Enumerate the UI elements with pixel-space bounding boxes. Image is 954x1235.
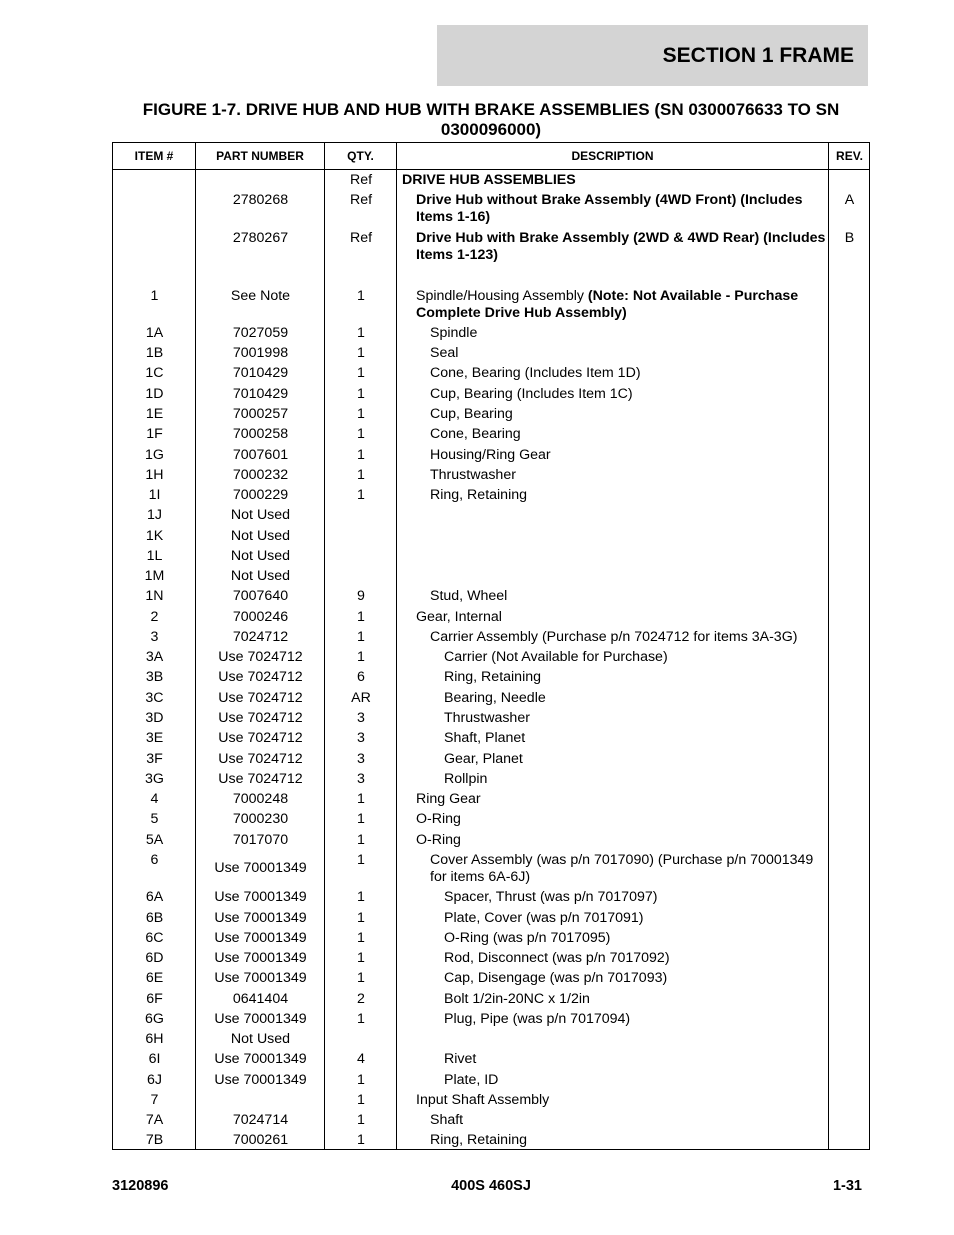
description-text: Cone, Bearing (Includes Item 1D) — [430, 365, 641, 381]
item-number: 6F — [146, 991, 163, 1007]
quantity: 1 — [357, 832, 365, 848]
description — [402, 325, 827, 342]
item-number: 1L — [146, 548, 163, 564]
description — [402, 1051, 827, 1068]
description-text: Cap, Disengage (was p/n 7017093) — [444, 970, 668, 986]
description — [402, 447, 827, 464]
item-number: 3E — [145, 730, 164, 746]
item-number: 6D — [145, 950, 164, 966]
footer-manual-number: 3120896 — [112, 1178, 169, 1194]
description-text: Housing/Ring Gear — [430, 447, 551, 463]
item-number: 6I — [148, 1051, 161, 1067]
part-number: 7000258 — [232, 426, 289, 442]
part-number: 7024714 — [232, 1112, 289, 1128]
item-number: 1F — [146, 426, 163, 442]
part-number: 7000257 — [232, 406, 289, 422]
item-number: 3D — [145, 710, 164, 726]
quantity: 1 — [357, 1072, 365, 1088]
description — [402, 467, 827, 484]
quantity: 6 — [357, 669, 365, 685]
part-number: Use 7024712 — [218, 690, 303, 706]
part-number: Use 70001349 — [214, 1051, 307, 1067]
quantity: 1 — [357, 406, 365, 422]
description — [402, 426, 827, 443]
description-text: Cup, Bearing — [430, 406, 513, 422]
quantity: 2 — [357, 991, 365, 1007]
description-text: Plate, ID — [444, 1072, 499, 1088]
part-number: See Note — [230, 288, 291, 304]
item-number: 1M — [144, 568, 165, 584]
item-number: 6E — [145, 970, 164, 986]
quantity: 1 — [357, 791, 365, 807]
quantity: 3 — [357, 771, 365, 787]
item-number: 3G — [145, 771, 164, 787]
item-number: 7B — [145, 1132, 164, 1148]
quantity: 1 — [357, 1132, 365, 1148]
description — [402, 588, 827, 605]
description — [402, 910, 827, 927]
description — [402, 690, 827, 707]
item-number: 3C — [145, 690, 164, 706]
item-number: 7 — [150, 1092, 159, 1108]
description-text: Rollpin — [444, 771, 488, 787]
quantity: 3 — [357, 751, 365, 767]
part-number: 7000248 — [232, 791, 289, 807]
part-number: Use 70001349 — [214, 860, 307, 876]
description-text: Shaft — [430, 1112, 464, 1128]
quantity: 1 — [357, 609, 365, 625]
description — [402, 172, 827, 189]
part-number: Not Used — [230, 548, 291, 564]
part-number: Use 70001349 — [214, 1011, 307, 1027]
quantity: 1 — [357, 950, 365, 966]
description — [402, 649, 827, 666]
item-number: 3F — [146, 751, 163, 767]
description-text: Gear, Internal — [416, 609, 502, 625]
description — [402, 730, 827, 747]
table-header — [113, 143, 869, 170]
description — [402, 230, 827, 264]
item-number: 1H — [145, 467, 164, 483]
description-text: Ring Gear — [416, 791, 481, 807]
part-number: Use 70001349 — [214, 889, 307, 905]
description-text: Bolt 1/2in-20NC x 1/2in — [444, 991, 590, 1007]
item-number: 3 — [150, 629, 159, 645]
description-text: Rod, Disconnect (was p/n 7017092) — [444, 950, 670, 966]
part-number: Not Used — [230, 568, 291, 584]
quantity: 1 — [357, 629, 365, 645]
part-number: 7000261 — [232, 1132, 289, 1148]
description-text: Cone, Bearing — [430, 426, 521, 442]
part-number: Use 70001349 — [214, 1072, 307, 1088]
header-description: DESCRIPTION — [571, 149, 654, 163]
description-text: Rivet — [444, 1051, 477, 1067]
part-number: 7010429 — [232, 365, 289, 381]
quantity: 1 — [357, 1011, 365, 1027]
part-number: 7010429 — [232, 386, 289, 402]
item-number: 1A — [145, 325, 164, 341]
quantity: Ref — [349, 172, 373, 188]
description-text: Gear, Planet — [444, 751, 523, 767]
part-number: Not Used — [230, 528, 291, 544]
item-number: 1B — [145, 345, 164, 361]
item-number: 6H — [145, 1031, 164, 1047]
description-text: Drive Hub without Brake Assembly (4WD Front) (Includes Items 1-16) — [416, 192, 803, 225]
part-number: Use 7024712 — [218, 751, 303, 767]
footer-page-number: 1-31 — [832, 1178, 862, 1194]
description-text: O-Ring (was p/n 7017095) — [444, 930, 611, 946]
description-text: Plate, Cover (was p/n 7017091) — [444, 910, 644, 926]
quantity: Ref — [349, 230, 373, 246]
item-number: 1 — [150, 288, 159, 304]
part-number: 7017070 — [232, 832, 289, 848]
part-number: Use 7024712 — [218, 730, 303, 746]
part-number: 7024712 — [232, 629, 289, 645]
description — [402, 1092, 827, 1109]
item-number: 3B — [145, 669, 164, 685]
description-text: O-Ring — [416, 811, 461, 827]
description — [402, 771, 827, 788]
quantity: 1 — [357, 1112, 365, 1128]
quantity: 1 — [357, 970, 365, 986]
description — [402, 970, 827, 987]
description — [402, 1112, 827, 1129]
item-number: 6 — [150, 852, 159, 868]
description-text: Drive Hub with Brake Assembly (2WD & 4WD Rear) (Includes Items 1-123) — [416, 230, 826, 263]
part-number: 0641404 — [232, 991, 289, 1007]
quantity: Ref — [349, 192, 373, 208]
quantity: 1 — [357, 852, 365, 868]
header-part-number: PART NUMBER — [216, 149, 304, 163]
item-number: 1D — [145, 386, 164, 402]
part-number: Use 70001349 — [214, 930, 307, 946]
description-text: Thrustwasher — [444, 710, 530, 726]
part-number: Use 7024712 — [218, 771, 303, 787]
description — [402, 629, 827, 646]
description — [402, 345, 827, 362]
part-number: Use 70001349 — [214, 970, 307, 986]
item-number: 1C — [145, 365, 164, 381]
quantity: 1 — [357, 345, 365, 361]
description-text: Ring, Retaining — [430, 1132, 528, 1148]
description — [402, 669, 827, 686]
description-text: Cup, Bearing (Includes Item 1C) — [430, 386, 633, 402]
item-number: 6C — [145, 930, 164, 946]
description — [402, 609, 827, 626]
description-text: Spacer, Thrust (was p/n 7017097) — [444, 889, 658, 905]
item-number: 1K — [145, 528, 164, 544]
part-number: 2780267 — [232, 230, 289, 246]
description-text: Thrustwasher — [430, 467, 516, 483]
description — [402, 950, 827, 967]
quantity: 1 — [357, 386, 365, 402]
item-number: 3A — [145, 649, 164, 665]
description-text: O-Ring — [416, 832, 461, 848]
description — [402, 889, 827, 906]
quantity: 4 — [357, 1051, 365, 1067]
description — [402, 751, 827, 768]
item-number: 1J — [147, 507, 162, 523]
item-number: 2 — [150, 609, 159, 625]
item-number: 6B — [145, 910, 164, 926]
description — [402, 1011, 827, 1028]
description-text: Cover Assembly (was p/n 7017090) (Purchase p/n 70001349 for items 6A-6J) — [430, 852, 814, 885]
description — [402, 288, 827, 322]
description — [402, 192, 827, 226]
part-number: Not Used — [230, 507, 291, 523]
item-number: 7A — [145, 1112, 164, 1128]
item-number: 4 — [150, 791, 159, 807]
description-text: Ring, Retaining — [444, 669, 542, 685]
description — [402, 365, 827, 382]
quantity: AR — [351, 690, 371, 706]
part-number: Not Used — [230, 1031, 291, 1047]
description — [402, 930, 827, 947]
description — [402, 791, 827, 808]
description — [402, 406, 827, 423]
item-number: 5A — [145, 832, 164, 848]
figure-title: FIGURE 1-7. DRIVE HUB AND HUB WITH BRAKE ASSEMBLIES (SN 0300076633 TO SN 0300096000) — [142, 100, 840, 139]
quantity: 1 — [357, 447, 365, 463]
part-number: Use 70001349 — [214, 950, 307, 966]
part-number: 7000246 — [232, 609, 289, 625]
quantity: 1 — [357, 930, 365, 946]
quantity: 1 — [357, 288, 365, 304]
description-text: Input Shaft Assembly — [416, 1092, 550, 1108]
part-number: 7027059 — [232, 325, 289, 341]
item-number: 6J — [147, 1072, 162, 1088]
revision: A — [844, 192, 855, 208]
quantity: 1 — [357, 325, 365, 341]
header-qty: QTY. — [347, 149, 374, 163]
part-number: Use 70001349 — [214, 910, 307, 926]
description-text: Ring, Retaining — [430, 487, 528, 503]
part-number: Use 7024712 — [218, 669, 303, 685]
part-number: 7007640 — [232, 588, 289, 604]
section-title: SECTION 1 FRAME — [662, 43, 854, 67]
page-footer — [112, 1178, 870, 1198]
part-number: Use 7024712 — [218, 649, 303, 665]
part-number: 7000232 — [232, 467, 289, 483]
description — [402, 1132, 827, 1149]
description — [402, 832, 827, 849]
description — [402, 991, 827, 1008]
item-number: 5 — [150, 811, 159, 827]
section-banner — [437, 25, 868, 86]
item-number: 6G — [145, 1011, 164, 1027]
footer-model: 400S 460SJ — [451, 1178, 531, 1194]
quantity: 1 — [357, 487, 365, 503]
item-number: 1E — [145, 406, 164, 422]
description-text: Bearing, Needle — [444, 690, 546, 706]
description — [402, 710, 827, 727]
description — [402, 386, 827, 403]
description — [402, 852, 827, 886]
quantity: 1 — [357, 910, 365, 926]
revision: B — [844, 230, 855, 246]
part-number: 7007601 — [232, 447, 289, 463]
quantity: 1 — [357, 649, 365, 665]
quantity: 1 — [357, 1092, 365, 1108]
description-text: Seal — [430, 345, 459, 361]
item-number: 1I — [148, 487, 161, 503]
description — [402, 811, 827, 828]
parts-table — [112, 142, 870, 1150]
part-number: 7000229 — [232, 487, 289, 503]
quantity: 1 — [357, 365, 365, 381]
description-text: Spindle — [430, 325, 478, 341]
quantity: 1 — [357, 811, 365, 827]
header-item: ITEM # — [134, 149, 174, 163]
description — [402, 1072, 827, 1089]
description-text: Spindle/Housing Assembly — [416, 288, 588, 304]
quantity: 1 — [357, 426, 365, 442]
quantity: 1 — [357, 467, 365, 483]
description-text: Plug, Pipe (was p/n 7017094) — [444, 1011, 631, 1027]
quantity: 9 — [357, 588, 365, 604]
part-number: 2780268 — [232, 192, 289, 208]
part-number: Use 7024712 — [218, 710, 303, 726]
description-note: (Note: Not Available - Purchase Complete Drive Hub Assembly) — [416, 288, 799, 321]
description-text: Carrier (Not Available for Purchase) — [444, 649, 668, 665]
quantity: 1 — [357, 889, 365, 905]
column-divider — [828, 143, 829, 1149]
description-text: Shaft, Planet — [444, 730, 526, 746]
description — [402, 487, 827, 504]
quantity: 3 — [357, 710, 365, 726]
description-text: Carrier Assembly (Purchase p/n 7024712 for items 3A-3G) — [430, 629, 798, 645]
quantity: 3 — [357, 730, 365, 746]
header-rev: REV. — [836, 149, 863, 163]
description-text: Stud, Wheel — [430, 588, 508, 604]
item-number: 1N — [145, 588, 164, 604]
item-number: 6A — [145, 889, 164, 905]
part-number: 7001998 — [232, 345, 289, 361]
description-text: DRIVE HUB ASSEMBLIES — [402, 172, 576, 188]
part-number: 7000230 — [232, 811, 289, 827]
item-number: 1G — [145, 447, 164, 463]
